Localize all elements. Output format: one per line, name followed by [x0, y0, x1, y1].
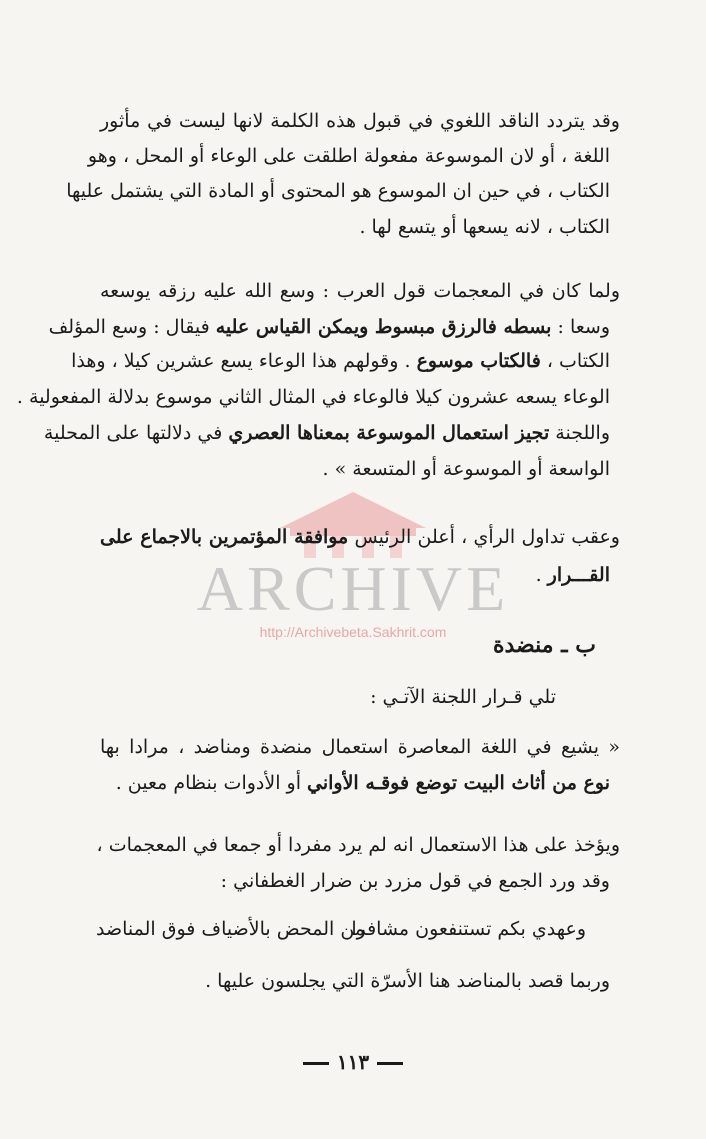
text-run: وعقب تداول الرأي ، أعلن الرئيس	[348, 526, 620, 548]
section-heading: ب ـ منضدة	[492, 632, 596, 658]
paragraph-line	[100, 522, 620, 552]
text-run: فيقال : وسع المؤلف	[48, 316, 216, 338]
paragraph-line: وقد ورد الجمع في قول مزرد بن ضرار الغطفاني :	[220, 870, 610, 892]
paragraph-line: الواسعة أو الموسوعة أو المتسعة » .	[322, 458, 610, 480]
page-number	[0, 1050, 706, 1074]
paragraph-line	[71, 346, 610, 376]
text-run: .	[535, 564, 548, 586]
paragraph-line	[100, 560, 610, 590]
verse-hemistich-first: وعهدي بكم تستنفعون مشافرا	[351, 918, 586, 940]
text-run: وسعا :	[551, 316, 610, 338]
paragraph-line: وربما قصد بالمناضد هنا الأسرّة التي يجلسون عليها .	[205, 970, 610, 992]
text-run: . وقولهم هذا الوعاء يسع عشرين كيلا ، وهذا	[71, 350, 417, 372]
paragraph-line: اللغة ، أو لان الموسوعة مفعولة اطلقت على الوعاء أو المحل ، وهو	[87, 145, 610, 167]
page-number-value: ١١٣	[336, 1050, 370, 1074]
dash-decoration	[377, 1062, 403, 1065]
paragraph-line: تلي قـرار اللجنة الآتـي :	[370, 686, 556, 708]
bold-text-run: نوع من أثاث البيت توضع فوقـه الأواني	[307, 772, 610, 794]
paragraph-line: وقد يتردد الناقد اللغوي في قبول هذه الكلمة لانها ليست في مأثور	[100, 110, 620, 132]
text-run: أو الأدوات بنظام معين .	[115, 772, 308, 794]
watermark-text: ARCHIVE	[196, 553, 510, 624]
bold-text-run: فالكتاب موسوع	[416, 350, 541, 372]
paragraph-line	[48, 312, 610, 342]
bold-text-run: القـــرار	[547, 564, 610, 586]
text-run: الكتاب ،	[540, 350, 610, 372]
text-run: في دلالتها على المحلية	[43, 422, 229, 444]
text-run: واللجنة	[549, 422, 610, 444]
paragraph-line	[43, 418, 610, 448]
verse-hemistich-second: من المحض بالأضياف فوق المناضد	[96, 918, 365, 940]
paragraph-line: الوعاء يسعه عشرون كيلا فالوعاء في المثال الثاني موسوع بدلالة المفعولية .	[16, 386, 610, 408]
bold-text-run: تجيز استعمال الموسوعة بمعناها العصري	[228, 422, 550, 444]
dash-decoration	[303, 1062, 329, 1065]
paragraph-line: الكتاب ، في حين ان الموسوع هو المحتوى أو المادة التي يشتمل عليها	[66, 180, 610, 202]
bold-text-run: بسطه فالرزق مبسوط ويمكن القياس عليه	[215, 316, 552, 338]
paragraph-line: ولما كان في المعجمات قول العرب : وسع الله عليه رزقه يوسعه	[100, 280, 620, 302]
paragraph-line: ويؤخذ على هذا الاستعمال انه لم يرد مفردا أو جمعا في المعجمات ،	[96, 834, 620, 856]
watermark-url: http://Archivebeta.Sakhrit.com	[259, 624, 447, 640]
bold-text-run: موافقة المؤتمرين بالاجماع على	[100, 526, 349, 548]
paragraph-line	[100, 768, 610, 798]
paragraph-line: « يشيع في اللغة المعاصرة استعمال منضدة ومناضد ، مرادا بها	[100, 736, 620, 758]
paragraph-line: الكتاب ، لانه يسعها أو يتسع لها .	[359, 216, 610, 238]
